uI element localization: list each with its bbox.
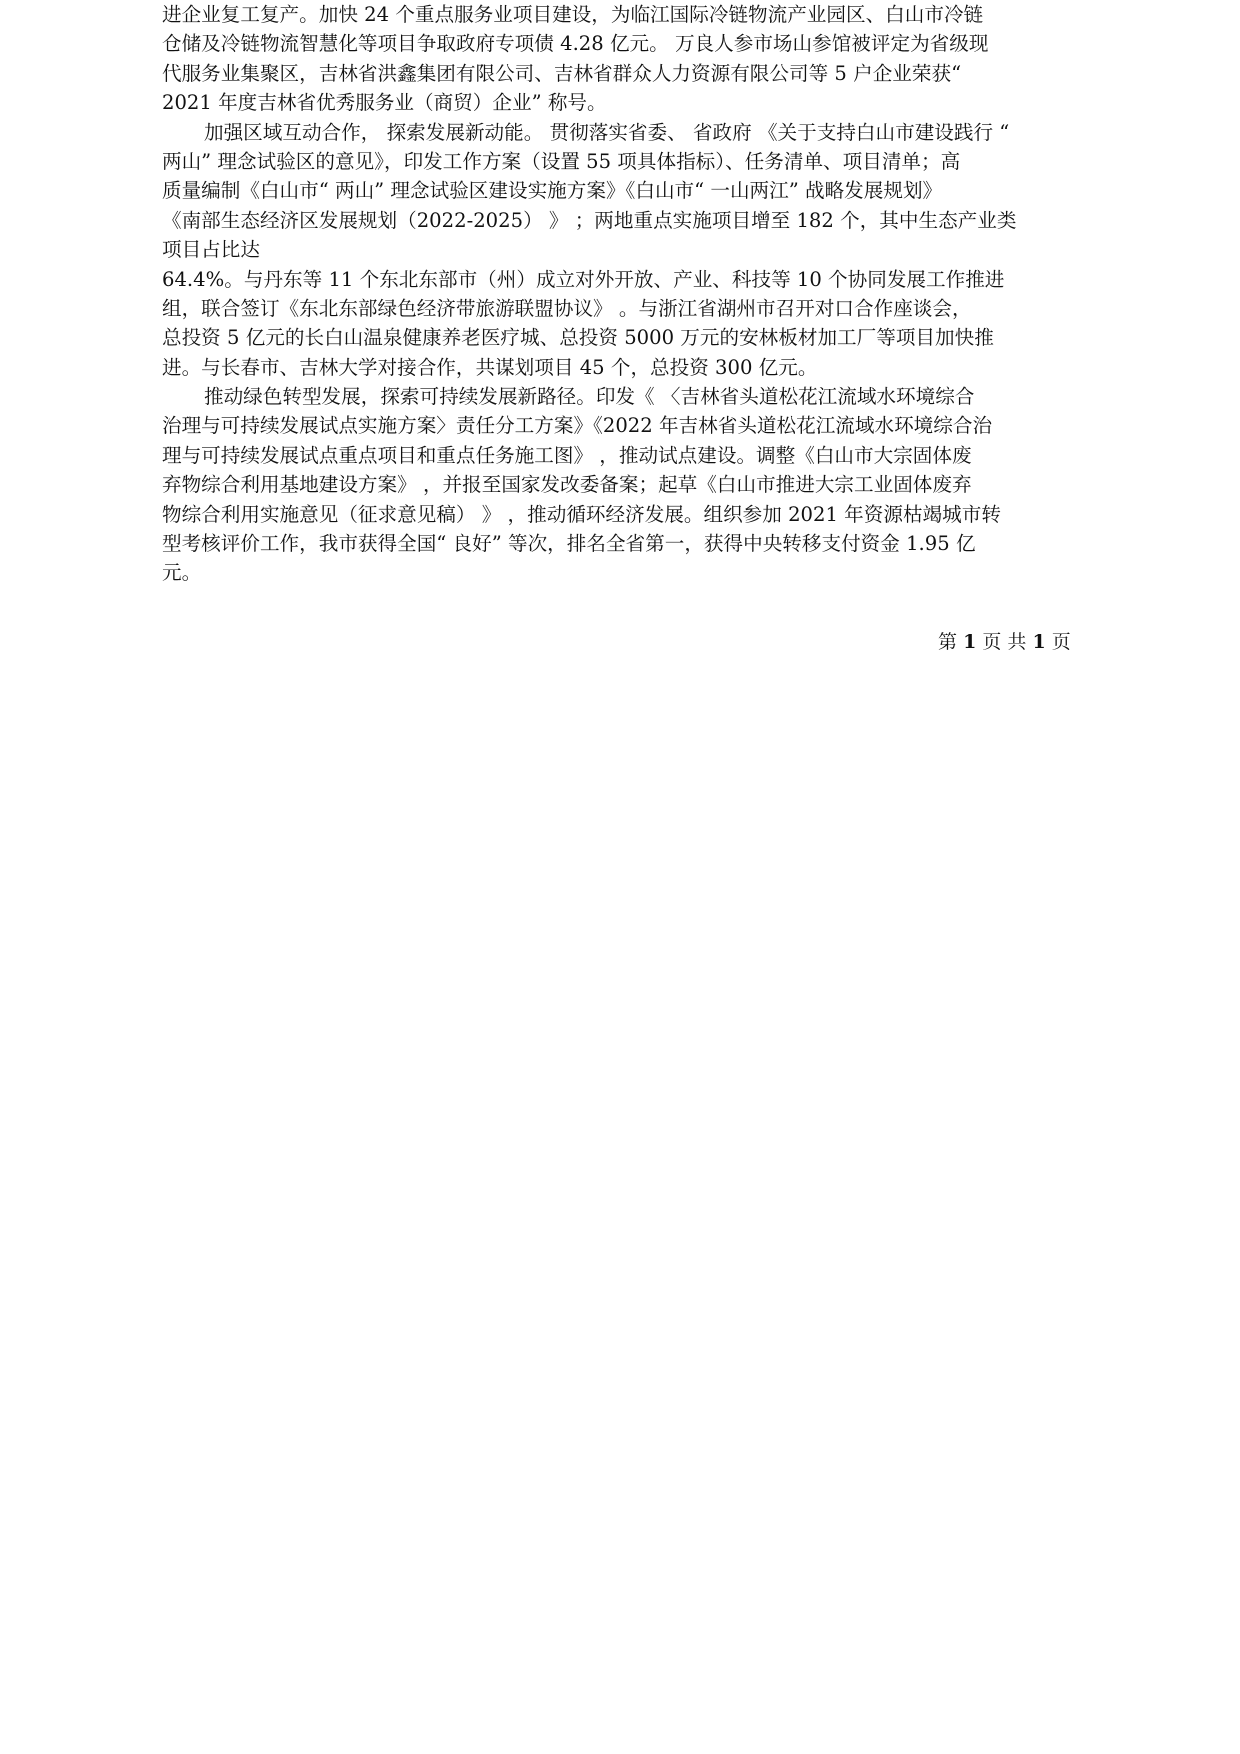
text-line: 弃物综合利用基地建设方案》 ，并报至国家发改委备案；起草《白山市推进大宗工业固体废弃 bbox=[162, 473, 972, 497]
text-line: 型考核评价工作，我市获得全国“ 良好” 等次，排名全省第一，获得中央转移支付资金 1.95 亿 bbox=[162, 532, 976, 556]
page-number-footer bbox=[938, 630, 1071, 654]
text-line: 代服务业集聚区，吉林省洪鑫集团有限公司、吉林省群众人力资源有限公司等 5 户企业荣获“ bbox=[162, 61, 962, 85]
paragraph-start-line: 推动绿色转型发展，探索可持续发展新路径。印发《 〈吉林省头道松花江流域水环境综合 bbox=[204, 385, 975, 409]
text-line: 两山” 理念试验区的意见》，印发工作方案（设置 55 项具体指标）、任务清单、项目清单；高 bbox=[162, 149, 961, 173]
text-line: 质量编制《白山市“ 两山” 理念试验区建设实施方案》《白山市“ 一山两江” 战略发展规划》 bbox=[162, 179, 943, 203]
text-line: 组，联合签订《东北东部绿色经济带旅游联盟协议》 。与浙江省湖州市召开对口合作座谈会， bbox=[162, 296, 972, 320]
text-line: 物综合利用实施意见（征求意见稿） 》 ，推动循环经济发展。组织参加 2021 年资源枯竭城市转 bbox=[162, 502, 1001, 526]
text-line: 项目占比达 bbox=[162, 238, 260, 262]
total-pages-number: 1 bbox=[1032, 631, 1046, 653]
text-line: 元。 bbox=[162, 561, 202, 585]
text-line: 2021 年度吉林省优秀服务业（商贸）企业” 称号。 bbox=[162, 91, 607, 115]
text-line: 理与可持续发展试点重点项目和重点任务施工图》 ，推动试点建设。调整《白山市大宗固体废 bbox=[162, 443, 972, 467]
text-line: 仓储及冷链物流智慧化等项目争取政府专项债 4.28 亿元。 万良人参市场山参馆被评定为省级现 bbox=[162, 32, 989, 56]
document-body bbox=[162, 0, 1082, 588]
text-line: 总投资 5 亿元的长白山温泉健康养老医疗城、总投资 5000 万元的安林板材加工厂等项目加快推 bbox=[162, 326, 994, 350]
footer-prefix: 第 bbox=[938, 631, 958, 653]
text-line: 《南部生态经济区发展规划（2022-2025） 》 ；两地重点实施项目增至 182 个，其中生态产业类 bbox=[162, 208, 1017, 232]
footer-suffix: 页 bbox=[1051, 631, 1071, 653]
current-page-number: 1 bbox=[963, 631, 977, 653]
text-line: 64.4%。与丹东等 11 个东北东部市（州）成立对外开放、产业、科技等 10 个协同发展工作推进 bbox=[162, 267, 1005, 291]
text-line: 治理与可持续发展试点实施方案〉责任分工方案》《2022 年吉林省头道松花江流域水环境综合治 bbox=[162, 414, 993, 438]
text-line: 进企业复工复产。加快 24 个重点服务业项目建设，为临江国际冷链物流产业园区、白山市冷链 bbox=[162, 3, 984, 26]
footer-mid: 页 共 bbox=[982, 631, 1027, 653]
paragraph-start-line: 加强区域互动合作， 探索发展新动能。 贯彻落实省委、 省政府 《关于支持白山市建设践行 “ bbox=[204, 120, 1010, 144]
text-line: 进。与长春市、吉林大学对接合作，共谋划项目 45 个，总投资 300 亿元。 bbox=[162, 355, 818, 379]
